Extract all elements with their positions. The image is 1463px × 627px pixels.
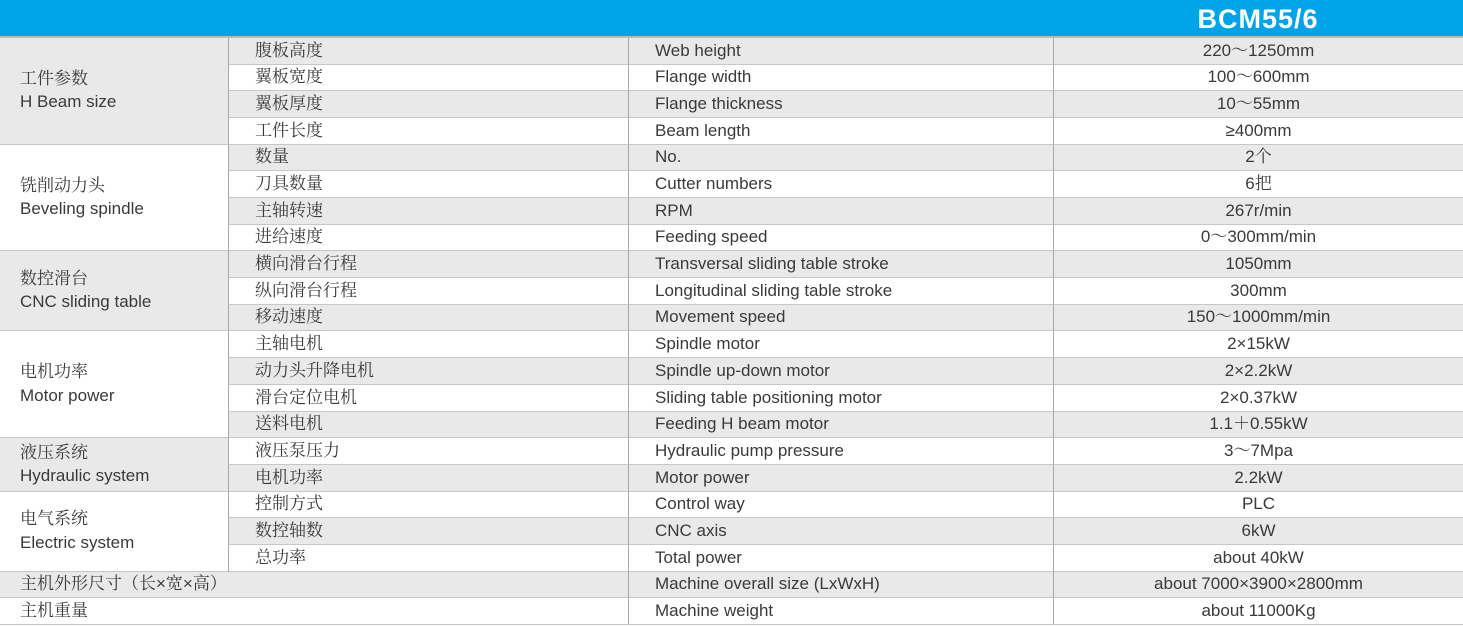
param-cn-cell: 工件长度 xyxy=(228,118,628,145)
group-label-en: H Beam size xyxy=(20,92,117,112)
group-label-en: Beveling spindle xyxy=(20,199,144,219)
group-cell xyxy=(0,38,228,145)
value-cell: about 7000×3900×2800mm xyxy=(1053,572,1463,599)
param-cn-cell: 主机外形尺寸（长×宽×高） xyxy=(0,572,628,599)
param-en-cell: Spindle up-down motor xyxy=(628,358,1053,385)
param-cn-cell: 腹板高度 xyxy=(228,38,628,65)
group-label-en: CNC sliding table xyxy=(20,292,152,312)
param-en-cell: Machine overall size (LxWxH) xyxy=(628,572,1053,599)
spec-table xyxy=(0,38,1463,625)
value-cell: 2×0.37kW xyxy=(1053,385,1463,412)
value-cell: 2个 xyxy=(1053,145,1463,172)
param-en-cell: Flange width xyxy=(628,65,1053,92)
param-cn-cell: 总功率 xyxy=(228,545,628,572)
group-cell xyxy=(0,145,228,252)
param-en-cell: Cutter numbers xyxy=(628,171,1053,198)
param-cn-cell: 送料电机 xyxy=(228,412,628,439)
param-cn-cell: 液压泵压力 xyxy=(228,438,628,465)
group-label-cn: 数控滑台 xyxy=(20,269,88,289)
param-cn-cell: 主机重量 xyxy=(0,598,628,625)
param-cn-cell: 进给速度 xyxy=(228,225,628,252)
group-label-en: Electric system xyxy=(20,532,135,552)
group-cell xyxy=(0,251,228,331)
value-cell: 6把 xyxy=(1053,171,1463,198)
param-cn-cell: 横向滑台行程 xyxy=(228,251,628,278)
param-cn-cell: 移动速度 xyxy=(228,305,628,332)
group-label-cn: 铣削动力头 xyxy=(20,175,105,195)
param-en-cell: CNC axis xyxy=(628,518,1053,545)
param-en-cell: Transversal sliding table stroke xyxy=(628,251,1053,278)
value-cell: ≥400mm xyxy=(1053,118,1463,145)
value-cell: 150～1000mm/min xyxy=(1053,305,1463,332)
param-cn-cell: 数量 xyxy=(228,145,628,172)
param-cn-cell: 电机功率 xyxy=(228,465,628,492)
param-cn-cell: 纵向滑台行程 xyxy=(228,278,628,305)
group-label-cn: 液压系统 xyxy=(20,442,88,462)
param-cn-cell: 控制方式 xyxy=(228,492,628,519)
group-cell xyxy=(0,331,228,438)
value-cell: 2×2.2kW xyxy=(1053,358,1463,385)
param-cn-cell: 数控轴数 xyxy=(228,518,628,545)
value-cell: 300mm xyxy=(1053,278,1463,305)
value-cell: 0～300mm/min xyxy=(1053,225,1463,252)
param-en-cell: Web height xyxy=(628,38,1053,65)
param-en-cell: Control way xyxy=(628,492,1053,519)
group-cell xyxy=(0,492,228,572)
param-cn-cell: 滑台定位电机 xyxy=(228,385,628,412)
value-cell: 100～600mm xyxy=(1053,65,1463,92)
param-cn-cell: 翼板宽度 xyxy=(228,65,628,92)
group-label-en: Hydraulic system xyxy=(20,465,150,485)
value-cell: 3～7Mpa xyxy=(1053,438,1463,465)
group-label-en: Motor power xyxy=(20,385,115,405)
param-en-cell: Feeding H beam motor xyxy=(628,412,1053,439)
value-cell: 10～55mm xyxy=(1053,91,1463,118)
param-cn-cell: 翼板厚度 xyxy=(228,91,628,118)
param-en-cell: Machine weight xyxy=(628,598,1053,625)
value-cell: 1050mm xyxy=(1053,251,1463,278)
param-en-cell: No. xyxy=(628,145,1053,172)
value-cell: 2.2kW xyxy=(1053,465,1463,492)
param-en-cell: RPM xyxy=(628,198,1053,225)
value-cell: 2×15kW xyxy=(1053,331,1463,358)
value-cell: about 11000Kg xyxy=(1053,598,1463,625)
value-cell: 267r/min xyxy=(1053,198,1463,225)
group-label-cn: 电机功率 xyxy=(20,362,88,382)
param-en-cell: Feeding speed xyxy=(628,225,1053,252)
value-cell: PLC xyxy=(1053,492,1463,519)
param-cn-cell: 主轴转速 xyxy=(228,198,628,225)
value-cell: 220～1250mm xyxy=(1053,38,1463,65)
param-en-cell: Sliding table positioning motor xyxy=(628,385,1053,412)
param-en-cell: Spindle motor xyxy=(628,331,1053,358)
value-cell: about 40kW xyxy=(1053,545,1463,572)
model-title: BCM55/6 xyxy=(1197,3,1319,34)
param-en-cell: Longitudinal sliding table stroke xyxy=(628,278,1053,305)
param-en-cell: Motor power xyxy=(628,465,1053,492)
value-cell: 1.1＋0.55kW xyxy=(1053,412,1463,439)
param-en-cell: Total power xyxy=(628,545,1053,572)
group-label-cn: 工件参数 xyxy=(20,68,88,88)
value-cell: 6kW xyxy=(1053,518,1463,545)
param-cn-cell: 刀具数量 xyxy=(228,171,628,198)
param-en-cell: Beam length xyxy=(628,118,1053,145)
group-cell xyxy=(0,438,228,491)
param-en-cell: Flange thickness xyxy=(628,91,1053,118)
param-en-cell: Movement speed xyxy=(628,305,1053,332)
header-bar xyxy=(0,0,1463,38)
group-label-cn: 电气系统 xyxy=(20,509,88,529)
param-en-cell: Hydraulic pump pressure xyxy=(628,438,1053,465)
param-cn-cell: 主轴电机 xyxy=(228,331,628,358)
param-cn-cell: 动力头升降电机 xyxy=(228,358,628,385)
